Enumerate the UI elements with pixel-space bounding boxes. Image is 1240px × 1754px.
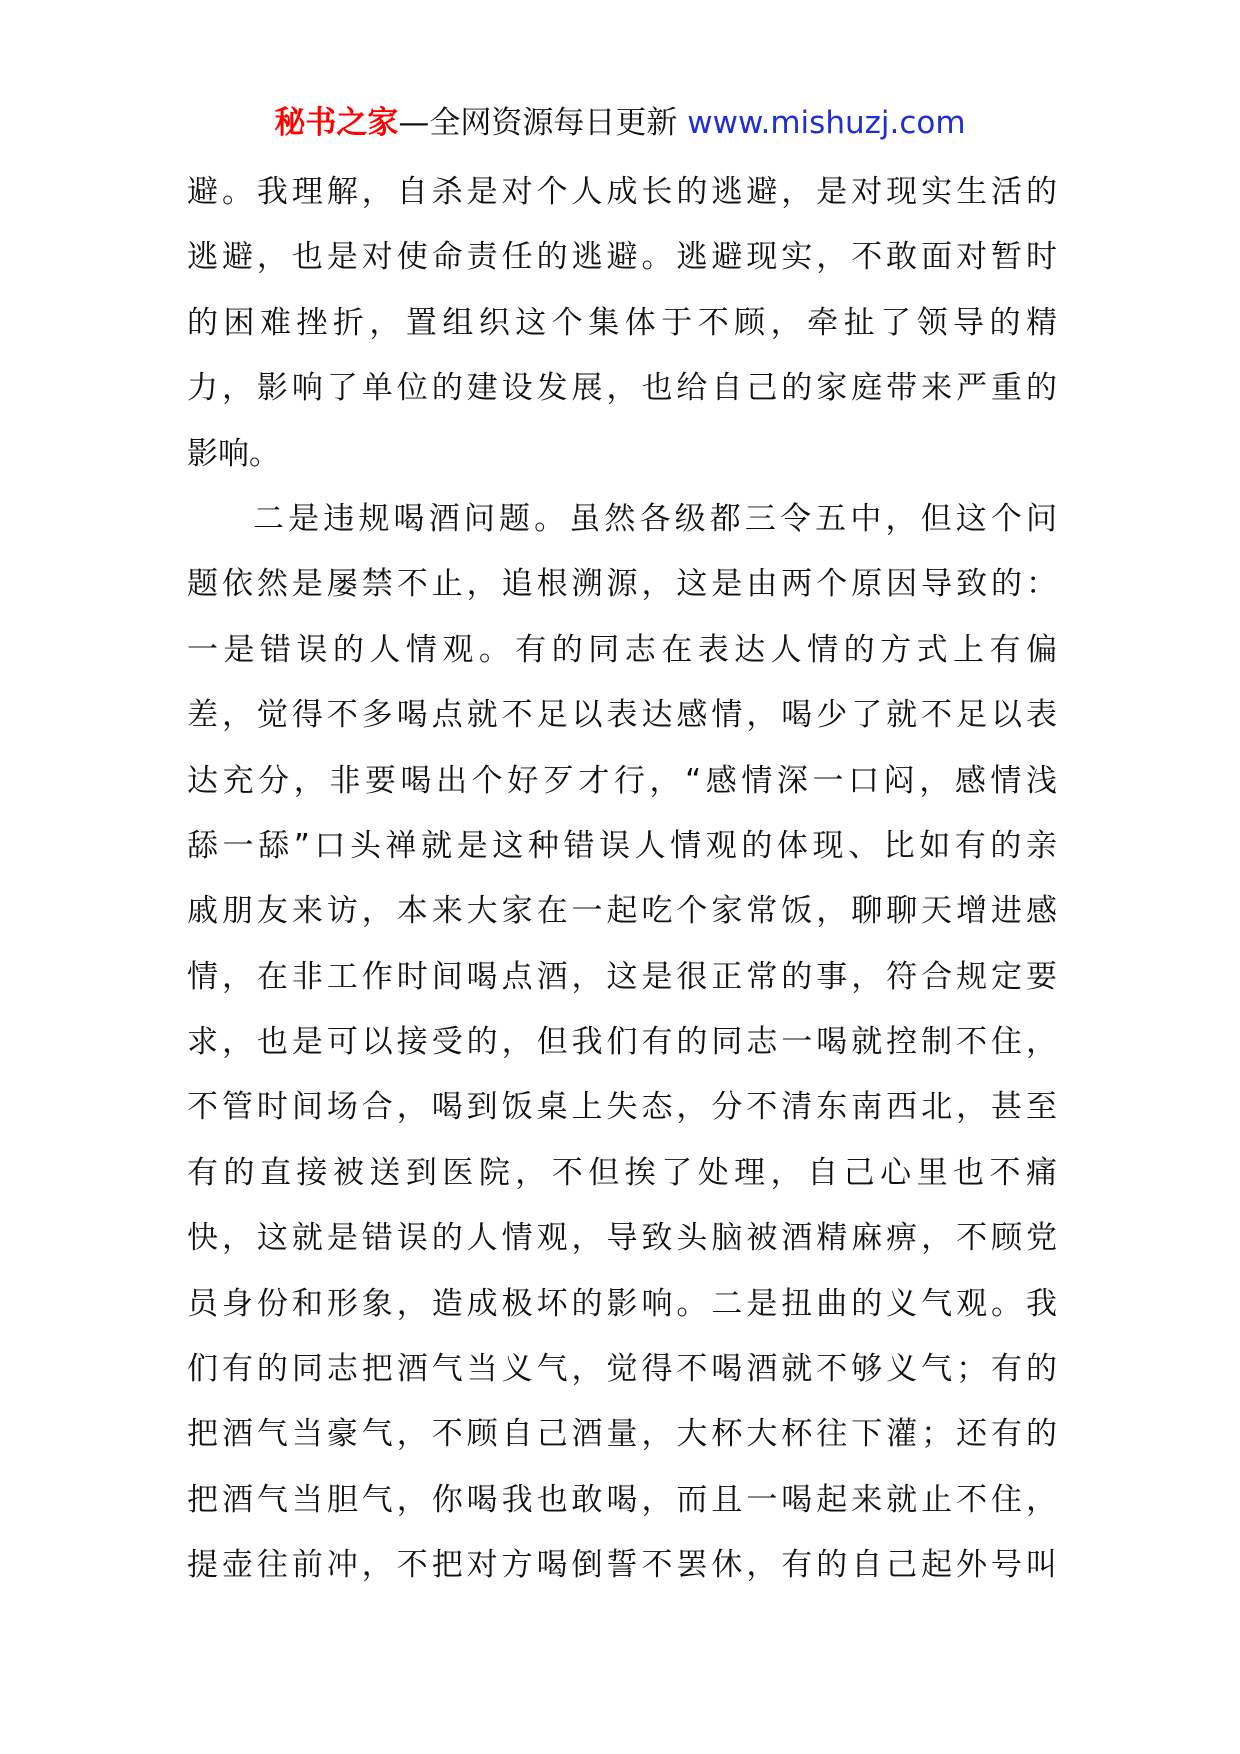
document-body [187,160,1057,1599]
text-line: 达充分，非要喝出个好歹才行，“感情深一口闷，感情浅 [187,762,1057,799]
text-line: 求，也是可以接受的，但我们有的同志一喝就控制不住， [187,1024,1057,1061]
text-line: 题依然是屡禁不止，追根溯源，这是由两个原因导致的： [187,566,1057,603]
text-line: 有的直接被送到医院，不但挨了处理，自己心里也不痛 [187,1154,1057,1191]
text-line: 一是错误的人情观。有的同志在表达人情的方式上有偏 [187,631,1057,668]
text-line: 力，影响了单位的建设发展，也给自己的家庭带来严重的 [187,370,1057,407]
text-line: 避。我理解，自杀是对个人成长的逃避，是对现实生活的 [187,174,1057,210]
site-tagline: —全网资源每日更新 [398,105,688,141]
text-line: 把酒气当胆气，你喝我也敢喝，而且一喝起来就止不住， [187,1481,1057,1518]
site-url-link[interactable]: www.mishuzj.com [687,105,966,141]
site-brand: 秘书之家 [274,105,399,141]
text-line: 情，在非工作时间喝点酒，这是很正常的事，符合规定要 [187,958,1057,995]
text-line: 们有的同志把酒气当义气，觉得不喝酒就不够义气；有的 [187,1351,1057,1388]
site-header [0,100,1240,146]
text-line: 舔一舔”口头禅就是这种错误人情观的体现、比如有的亲 [187,827,1057,864]
text-line: 逃避，也是对使命责任的逃避。逃避现实，不敢面对暂时 [187,239,1057,276]
text-line: 快，这就是错误的人情观，导致头脑被酒精麻痹，不顾党 [187,1220,1057,1257]
text-line: 影响。 [187,435,280,472]
text-line: 不管时间场合，喝到饭桌上失态，分不清东南西北，甚至 [187,1089,1057,1126]
paragraph-start-line: 二是违规喝酒问题。虽然各级都三令五中，但这个问 [253,500,1057,537]
text-line: 员身份和形象，造成极坏的影响。二是扭曲的义气观。我 [187,1285,1057,1322]
text-line: 差，觉得不多喝点就不足以表达感情，喝少了就不足以表 [187,697,1057,734]
text-line: 把酒气当豪气，不顾自己酒量，大杯大杯往下灌；还有的 [187,1416,1057,1453]
text-line: 戚朋友来访，本来大家在一起吃个家常饭，聊聊天增进感 [187,893,1057,930]
text-line: 提壶往前冲，不把对方喝倒誓不罢休，有的自己起外号叫 [187,1547,1057,1584]
text-line: 的困难挫折，置组织这个集体于不顾，牵扯了领导的精 [187,304,1057,341]
